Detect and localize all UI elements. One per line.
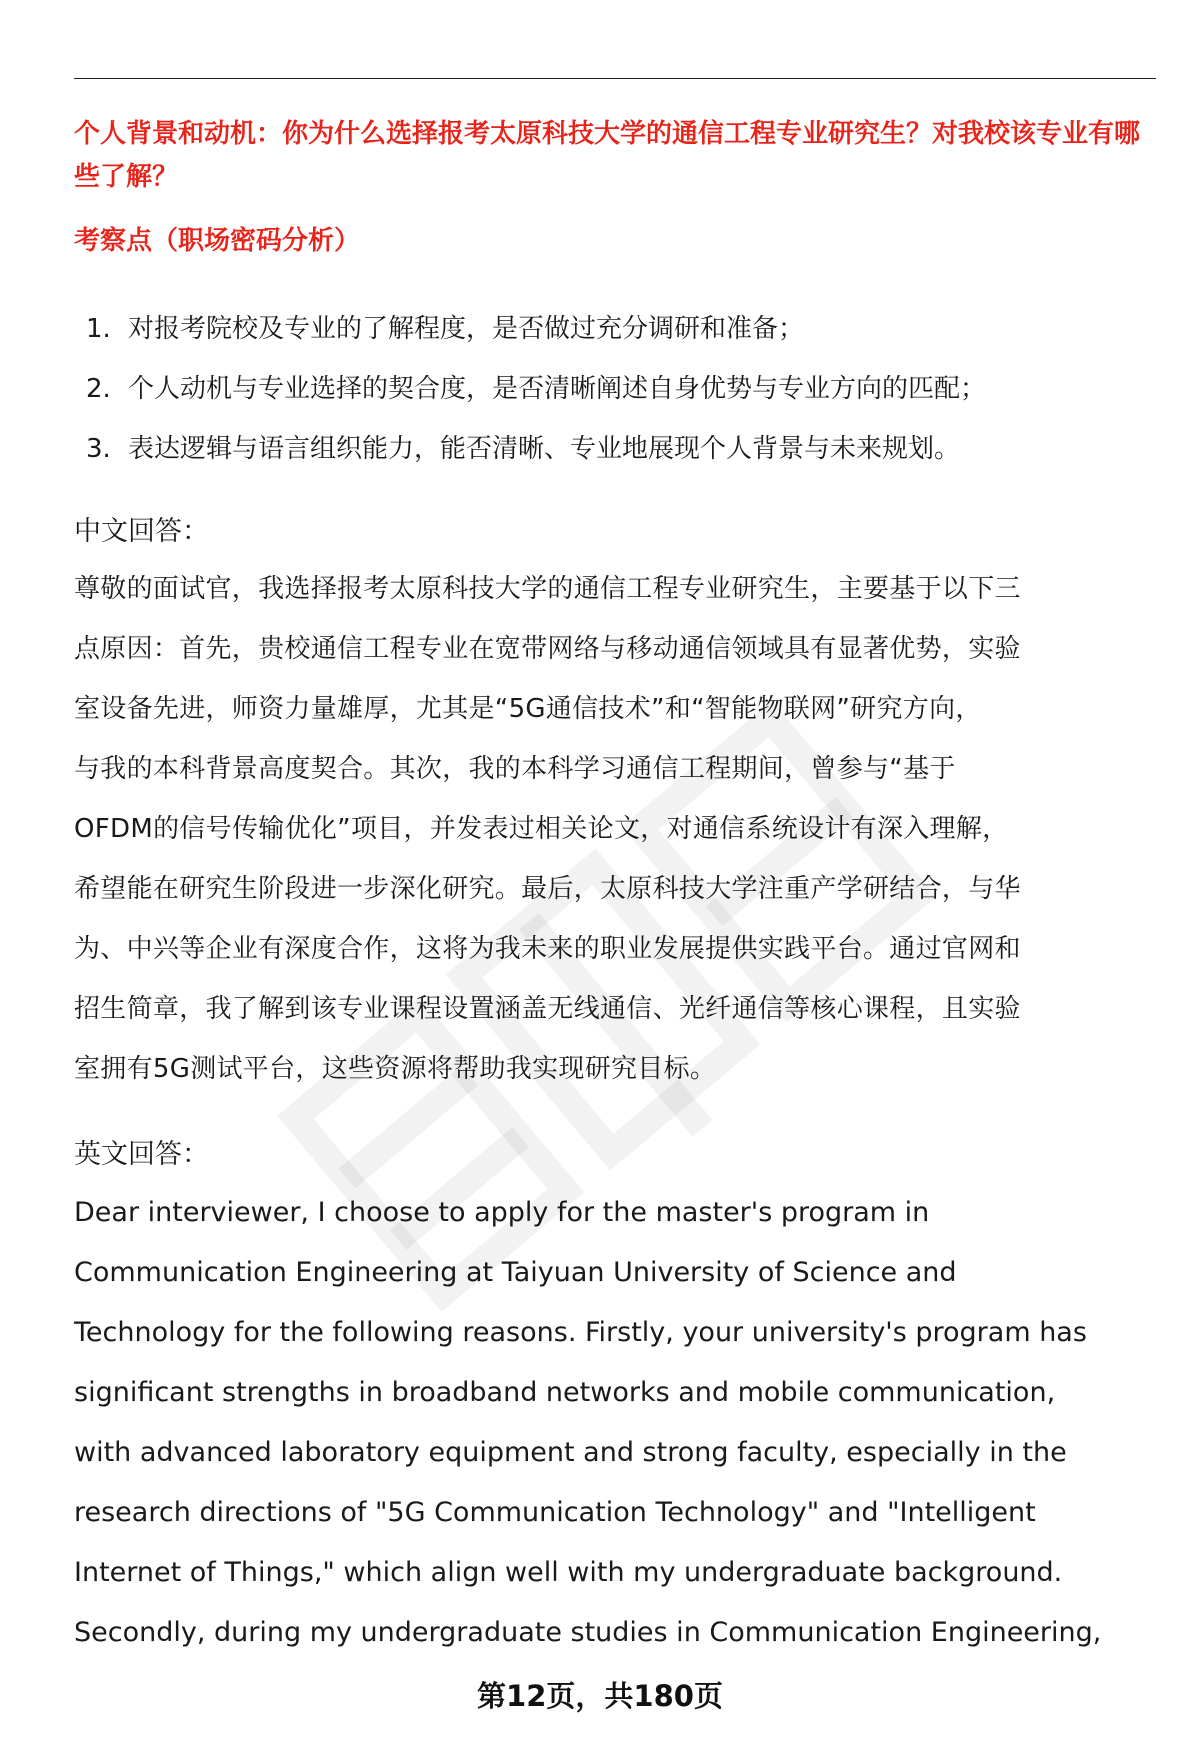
text-line: Secondly, during my undergraduate studies in Communication Engineering, <box>74 1617 1102 1648</box>
text-line: 为、中兴等企业有深度合作，这将为我未来的职业发展提供实践平台。通过官网和 <box>74 934 1021 964</box>
english-answer-body <box>74 1183 1156 1663</box>
text-line: 与我的本科背景高度契合。其次，我的本科学习通信工程期间，曾参与“基于 <box>74 754 956 784</box>
text-line: Dear interviewer, I choose to apply for the master's program in <box>74 1197 930 1228</box>
list-text: 对报考院校及专业的了解程度，是否做过充分调研和准备； <box>128 314 805 344</box>
page-number-footer: 第12页，共180页 <box>477 1679 723 1713</box>
text-line: 招生简章，我了解到该专业课程设置涵盖无线通信、光纤通信等核心课程，且实验 <box>74 994 1021 1024</box>
text-line: Communication Engineering at Taiyuan University of Science and <box>74 1257 957 1288</box>
list-item <box>86 419 1156 479</box>
text-line: research directions of "5G Communication Technology" and "Intelligent <box>74 1497 1036 1528</box>
list-text: 个人动机与专业选择的契合度，是否清晰阐述自身优势与专业方向的匹配； <box>128 374 987 404</box>
question-heading: 个人背景和动机：你为什么选择报考太原科技大学的通信工程专业研究生？对我校该专业有哪些了解？ <box>74 119 1141 192</box>
english-answer-heading: 英文回答： <box>74 1139 209 1170</box>
text-line: 点原因：首先，贵校通信工程专业在宽带网络与移动通信领域具有显著优势，实验 <box>74 634 1021 664</box>
chinese-answer-body <box>74 559 1156 1099</box>
focus-heading: 考察点（职场密码分析） <box>74 226 361 256</box>
text-line: 希望能在研究生阶段进一步深化研究。最后，太原科技大学注重产学研结合，与华 <box>74 874 1021 904</box>
text-line: significant strengths in broadband networks and mobile communication, <box>74 1377 1056 1408</box>
text-line: 室拥有5G测试平台，这些资源将帮助我实现研究目标。 <box>74 1054 717 1084</box>
top-divider <box>74 78 1156 79</box>
list-number: 3. <box>86 434 111 464</box>
text-line: 室设备先进，师资力量雄厚，尤其是“5G通信技术”和“智能物联网”研究方向， <box>74 694 982 724</box>
list-item <box>86 299 1156 359</box>
list-number: 2. <box>86 374 111 404</box>
document-page <box>74 0 1156 1755</box>
text-line: Internet of Things," which align well with my undergraduate background. <box>74 1557 1063 1588</box>
list-item <box>86 359 1156 419</box>
list-text: 表达逻辑与语言组织能力，能否清晰、专业地展现个人背景与未来规划。 <box>128 434 961 464</box>
assessment-points-list <box>86 299 1156 479</box>
text-line: 尊敬的面试官，我选择报考太原科技大学的通信工程专业研究生，主要基于以下三 <box>74 574 1021 604</box>
text-line: with advanced laboratory equipment and strong faculty, especially in the <box>74 1437 1067 1468</box>
chinese-answer-heading: 中文回答： <box>74 516 209 547</box>
list-number: 1. <box>86 314 111 344</box>
text-line: Technology for the following reasons. Firstly, your university's program has <box>74 1317 1087 1348</box>
text-line: OFDM的信号传输优化”项目，并发表过相关论文，对通信系统设计有深入理解， <box>74 814 1009 844</box>
